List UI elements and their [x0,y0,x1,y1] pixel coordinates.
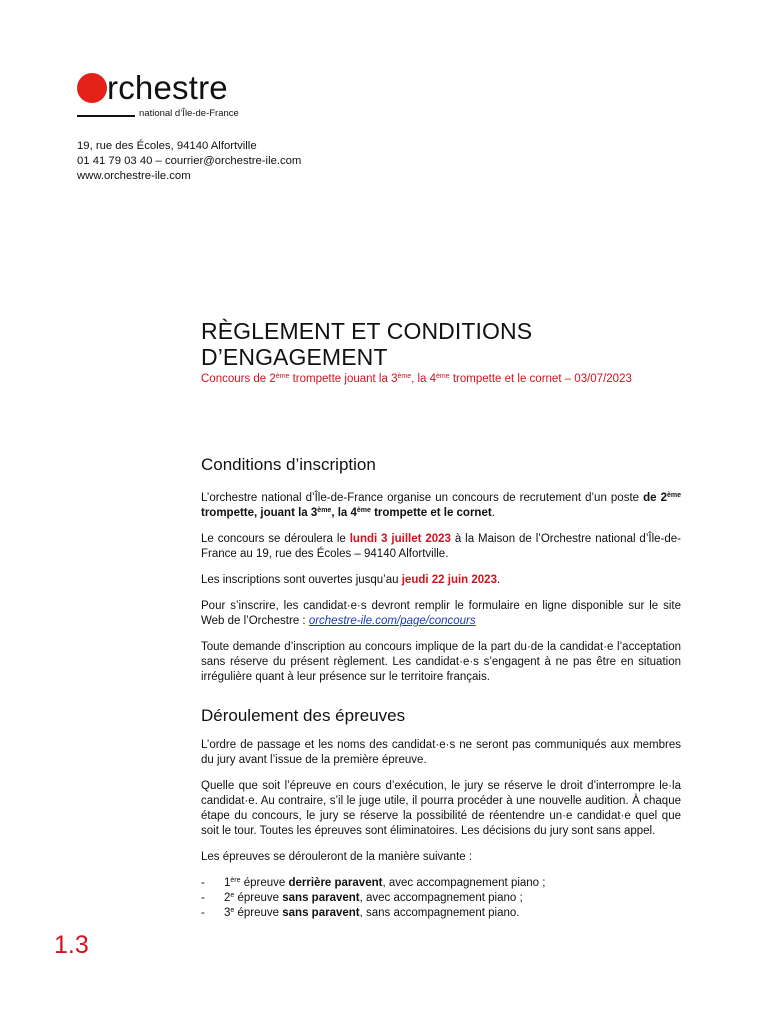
document-subtitle [201,372,681,387]
subtitle-part: trompette jouant la 3 [289,373,398,385]
logo-wordmark-text: rchestre [107,69,228,106]
document-title [201,318,681,370]
address-website: www.orchestre-ile.com [77,170,191,182]
text-run: épreuve [234,907,283,919]
logo-wordmark [77,70,228,108]
text-run: , avec accompagnement piano ; [359,892,523,904]
subtitle-sup: ème [275,373,290,380]
text-run: , sans accompagnement piano. [359,907,520,919]
page-number: 1.3 [54,931,89,959]
subtitle-part: trompette et le cornet – 03/07/2023 [449,373,632,385]
subtitle-part: , la 4 [411,373,437,385]
logo-red-dot-icon [77,73,107,103]
concours-link[interactable]: orchestre-ile.com/page/concours [308,615,476,627]
paragraph-inscription [201,599,681,629]
highlight-deadline: jeudi 22 juin 2023 [401,574,497,586]
text-run: de 2 [643,492,667,504]
text-run: Pour s’inscrire, les candidat·e·s devront remplir le formulaire en ligne disponible sur le site Web de l’Orchestre : [201,600,681,627]
ordinal-sup: e [230,892,235,899]
text-run: 3 [224,907,231,919]
list-dash: - [201,877,205,889]
list-dash: - [201,907,205,919]
text-run: Les inscriptions sont ouvertes jusqu’au [201,574,402,586]
bold-run: sans paravent [282,907,360,919]
ordinal-sup: e [230,907,235,914]
title-line-2: D’ENGAGEMENT [201,344,388,370]
section-heading-inscription: Conditions d’inscription [201,455,376,474]
text-run: , avec accompagnement piano ; [382,877,546,889]
paragraph-jury: Quelle que soit l’épreuve en cours d’exécution, le jury se réserve le droit d’interrompre le·la candidat·e. Au contraire, s’il le juge utile, il pourra procéder à une nouvelle audition. À chaque étape du concours, le jury se réserve la possibilité de réentendre un·e candidat·e quel que soit le tour. Toutes les épreuves sont éliminatoires. Les décisions du jury sont sans appel. [201,780,681,837]
bold-run: sans paravent [282,892,360,904]
text-run: 1 [224,877,231,889]
text-run: trompette, jouant la 3 [201,507,318,519]
document-body [201,318,681,921]
text-run: , la 4 [331,507,357,519]
text-run: épreuve [240,877,289,889]
list-item [201,891,681,906]
title-line-1: RÈGLEMENT ET CONDITIONS [201,318,533,344]
paragraph-deadline [201,573,681,588]
text-run: épreuve [234,892,283,904]
address-street: 19, rue des Écoles, 94140 Alfortville [77,140,257,152]
list-item [201,876,681,891]
bold-run: derrière paravent [288,877,383,889]
highlight-date: lundi 3 juillet 2023 [349,533,451,545]
list-item [201,906,681,921]
logo-underline [77,115,135,117]
subtitle-part: Concours de 2 [201,373,276,385]
subtitle-sup: ème [436,373,450,380]
ordinal-sup: ème [317,507,332,514]
paragraph-acceptation: Toute demande d’inscription au concours implique de la part du·de la candidat·e l’acceptation sans réserve du présent règlement. Les candidat·e·s s’engagent à ne pas être en situation irrégulière quant à leur présence sur le territoire français. [201,641,681,683]
epreuves-list [201,876,681,921]
logo-subtitle: national d’Île-de-France [139,108,239,119]
text-run: 2 [224,892,231,904]
paragraph-poste [201,491,681,521]
text-run: L’orchestre national d’Île-de-France organise un concours de recrutement d’un poste [201,492,644,504]
text-run: trompette et le cornet [370,507,492,519]
text-run: Le concours se déroulera le [201,533,350,545]
section-heading-deroulement: Déroulement des épreuves [201,706,406,725]
list-dash: - [201,892,205,904]
subtitle-sup: ème [397,373,412,380]
paragraph-epreuves-intro: Les épreuves se dérouleront de la manière suivante : [201,851,473,863]
ordinal-sup: ère [230,877,241,884]
text-run: à la Maison de l’Orchestre national d’Île-de-France au 19, rue des Écoles – 94140 Alfortville. [201,533,681,560]
ordinal-sup: ème [667,492,682,499]
address-contact: 01 41 79 03 40 – courrier@orchestre-ile.com [77,155,302,167]
paragraph-ordre: L’ordre de passage et les noms des candidat·e·s ne seront pas communiqués aux membres du jury avant l’issue de la première épreuve. [201,739,681,766]
text-run: . [491,507,495,519]
ordinal-sup: ème [356,507,371,514]
orchestre-logo [77,70,267,120]
paragraph-date [201,532,681,562]
text-run: . [496,574,501,586]
address-block [77,139,301,184]
